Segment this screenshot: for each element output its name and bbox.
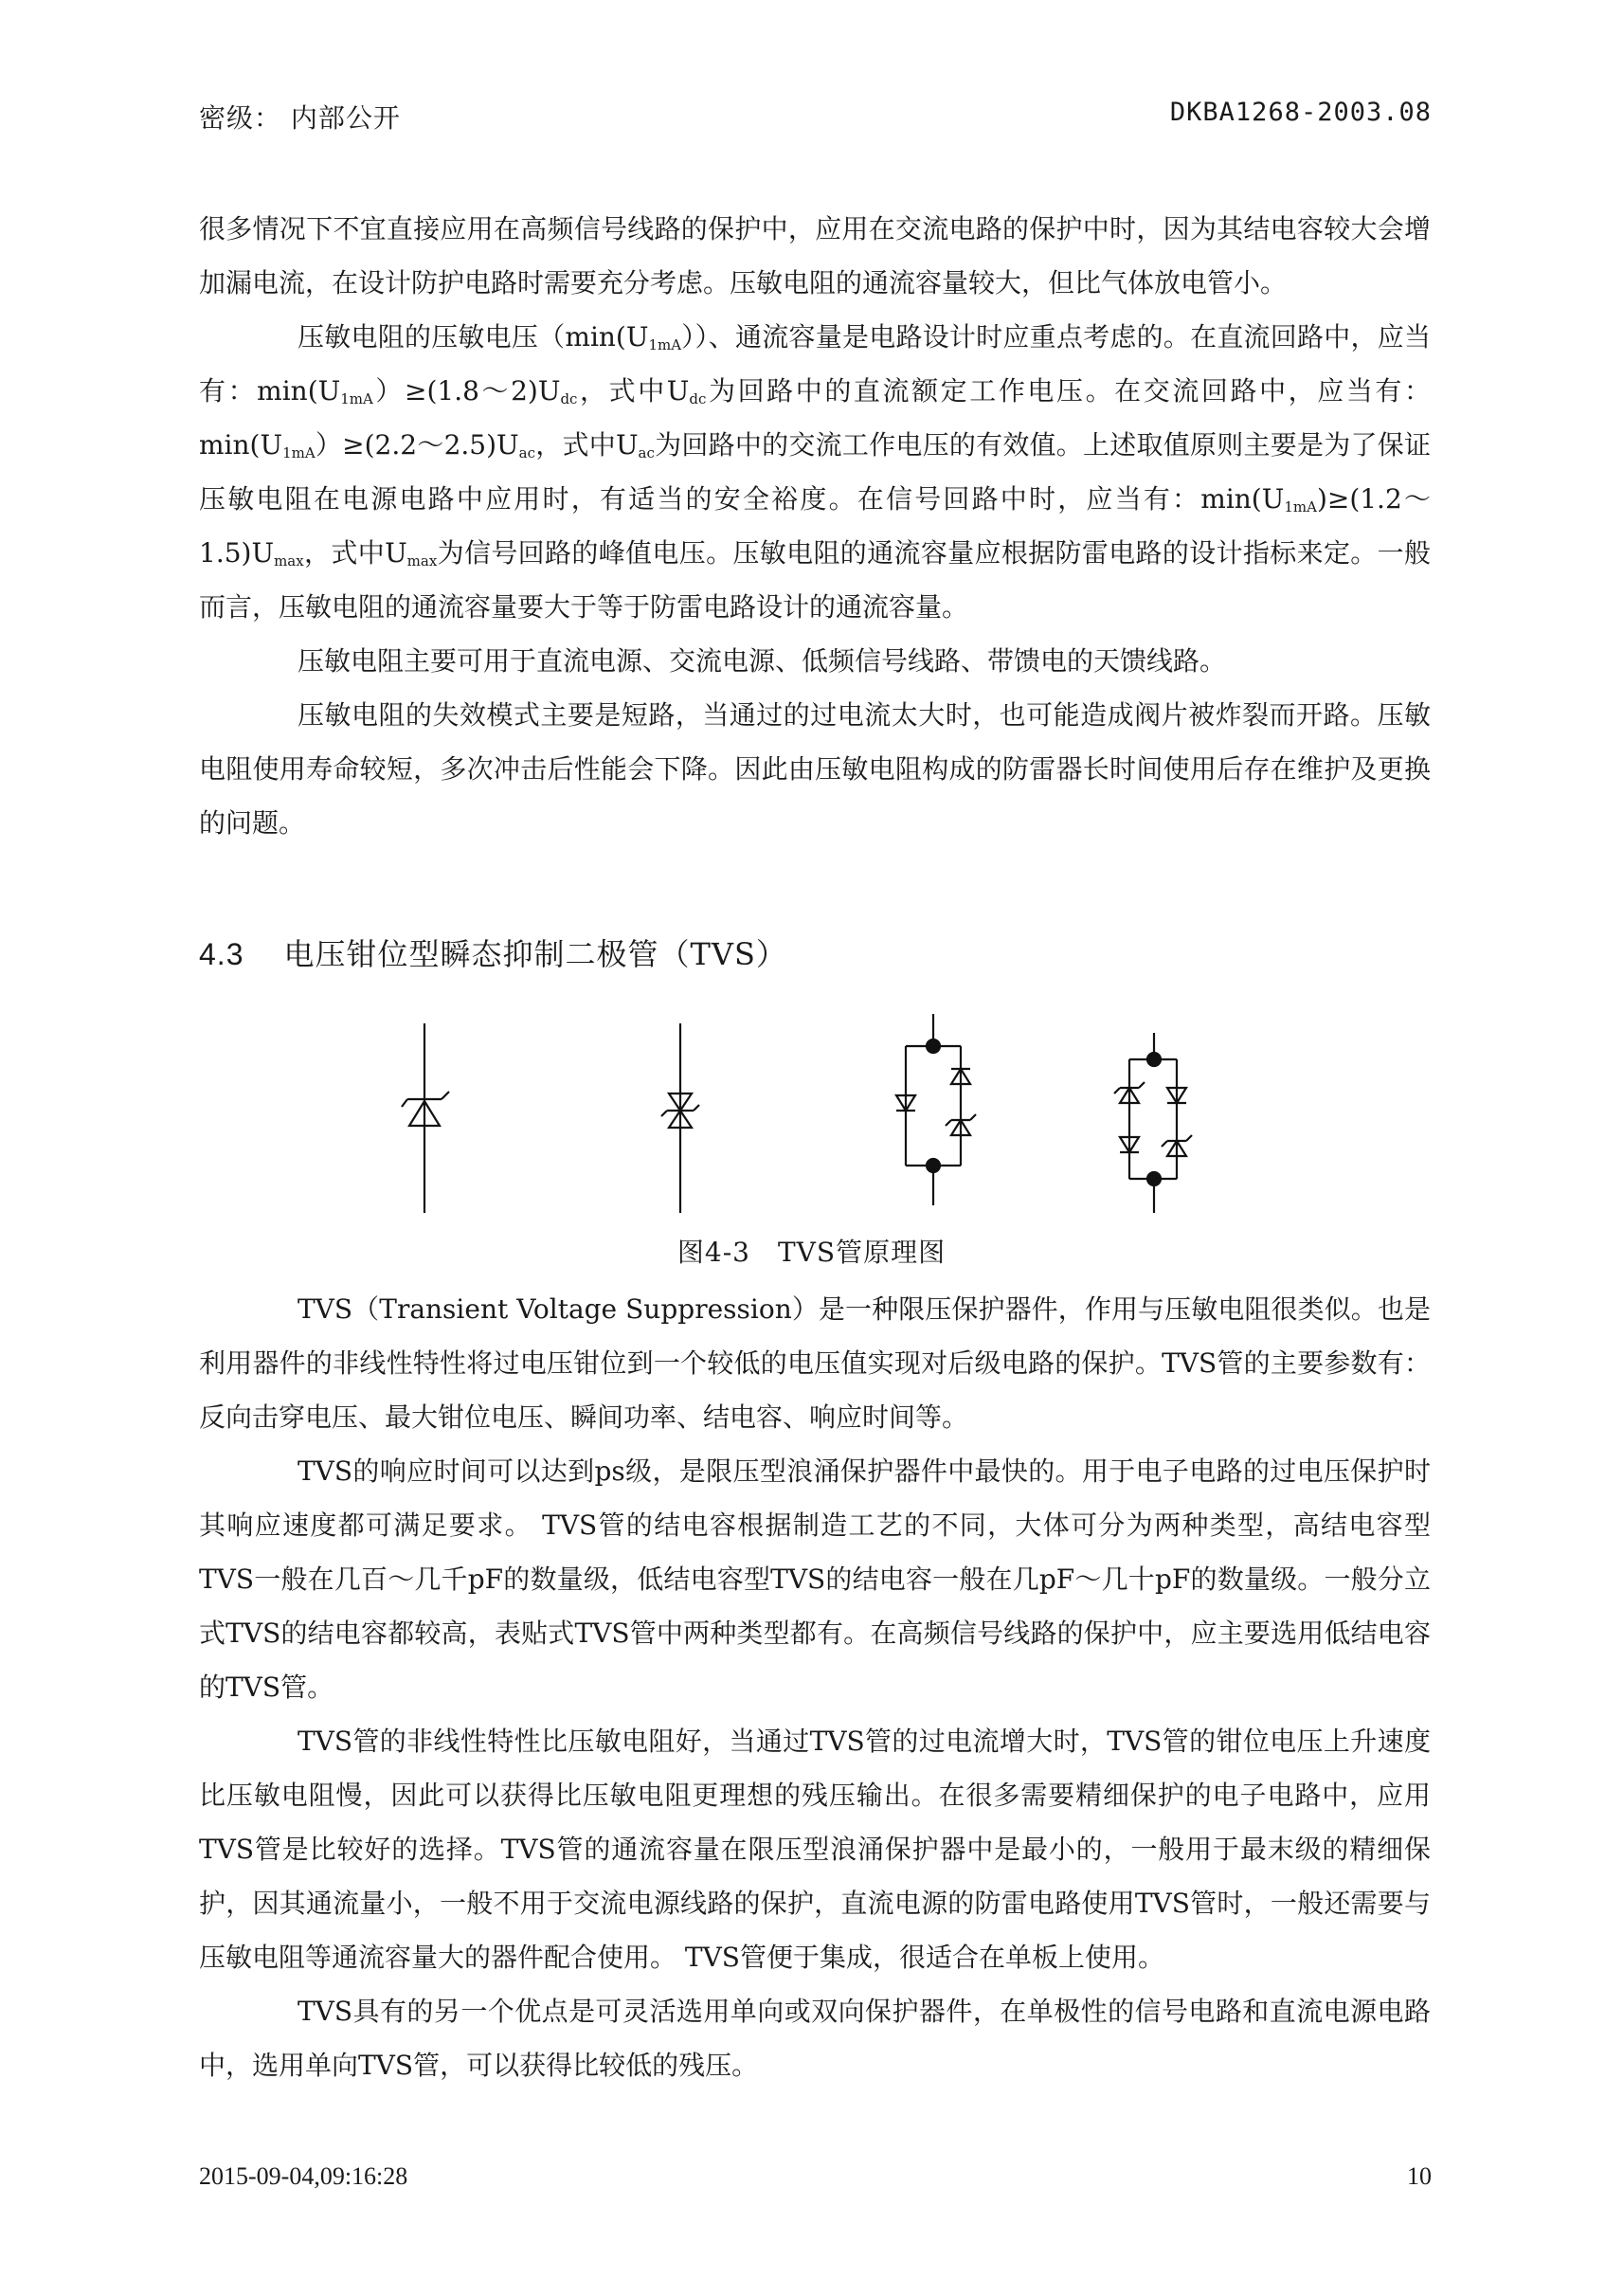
footer-timestamp: 2015-09-04,09:16:28	[199, 2162, 408, 2190]
bidirectional-tvs-symbol	[661, 1023, 699, 1213]
body-block-top	[199, 202, 1431, 850]
bridge-tvs-symbol-a	[896, 1014, 976, 1205]
figure-caption: 图4-3 TVS管原理图	[676, 1237, 947, 1268]
tvs-schematic-figure	[379, 1004, 1232, 1222]
page-number: 10	[1407, 2162, 1432, 2190]
body-block-bottom	[199, 1282, 1431, 2092]
unidirectional-tvs-symbol	[402, 1023, 449, 1213]
paragraph-7: TVS管的非线性特性比压敏电阻好，当通过TVS管的过电流增大时，TVS管的钳位电压上升速度比压敏电阻慢，因此可以获得比压敏电阻更理想的残压输出。在很多需要精细保护的电子电路中，应用TVS管是比较好的选择。TVS管的通流容量在限压型浪涌保护器中是最小的，一般用于最末级的精细保护，因其通流量小，一般不用于交流电源线路的保护，直流电源的防雷电路使用TVS管时，一般还需要与压敏电阻等通流容量大的器件配合使用。 TVS管便于集成，很适合在单板上使用。	[199, 1726, 1431, 1973]
paragraph-4: 压敏电阻的失效模式主要是短路，当通过的过电流太大时，也可能造成阀片被炸裂而开路。压敏电阻使用寿命较短，多次冲击后性能会下降。因此由压敏电阻构成的防雷器长时间使用后存在维护及更换的问题。	[199, 699, 1431, 839]
paragraph-3: 压敏电阻主要可用于直流电源、交流电源、低频信号线路、带馈电的天馈线路。	[298, 645, 1227, 677]
bridge-tvs-symbol-b	[1114, 1033, 1192, 1213]
paragraph-8: TVS具有的另一个优点是可灵活选用单向或双向保护器件，在单极性的信号电路和直流电源电路中，选用单向TVS管，可以获得比较低的残压。	[199, 1996, 1431, 2081]
section-title: 电压钳位型瞬态抑制二极管（TVS）	[283, 936, 787, 972]
paragraph-6: TVS的响应时间可以达到ps级，是限压型浪涌保护器件中最快的。用于电子电路的过电压保护时其响应速度都可满足要求。 TVS管的结电容根据制造工艺的不同，大体可分为两种类型，高结电容型TVS一般在几百～几千pF的数量级，低结电容型TVS的结电容一般在几pF～几十pF的数量级。一般分立式TVS的结电容都较高，表贴式TVS管中两种类型都有。在高频信号线路的保护中，应主要选用低结电容的TVS管。	[199, 1455, 1431, 1703]
section-number: 4.3	[199, 937, 244, 971]
section-heading	[199, 931, 787, 974]
document-id: DKBA1268-2003.08	[1169, 98, 1432, 127]
classification-label: 密级： 内部公开	[199, 102, 401, 134]
paragraph-5: TVS（Transient Voltage Suppression）是一种限压保护器件，作用与压敏电阻很类似。也是利用器件的非线性特性将过电压钳位到一个较低的电压值实现对后级电路的保护。TVS管的主要参数有：反向击穿电压、最大钳位电压、瞬间功率、结电容、响应时间等。	[199, 1293, 1431, 1433]
paragraph-2: 压敏电阻的压敏电压$(\min(U_{1mA}))$、通流容量是电路设计时应重点考虑的。在直流回路中，应当有：$\min(U_{1mA})\ge(1.8\sim 2)U_{dc}$，式中$U_{dc}$为回路中的直流额定工作电压。在交流回路中，应当有：$\min(U_{1mA})\ge(2.2\sim 2.5)U_{ac}$，式中$U_{ac}$为回路中的交流工作电压的有效值。上述取值原则主要是为了保证压敏电阻在电源电路中应用时，有适当的安全裕度。在信号回路中时，应当有：$\min(U_{1mA})\ge(1.2\sim 1.5)U_{max}$，式中$U_{max}$为信号回路的峰值电压。压敏电阻的通流容量应根据防雷电路的设计指标来定。一般而言，压敏电阻的通流容量要大于等于防雷电路设计的通流容量。	[199, 321, 1431, 623]
paragraph-1: 很多情况下不宜直接应用在高频信号线路的保护中，应用在交流电路的保护中时，因为其结电容较大会增加漏电流，在设计防护电路时需要充分考虑。压敏电阻的通流容量较大，但比气体放电管小。	[199, 213, 1431, 298]
